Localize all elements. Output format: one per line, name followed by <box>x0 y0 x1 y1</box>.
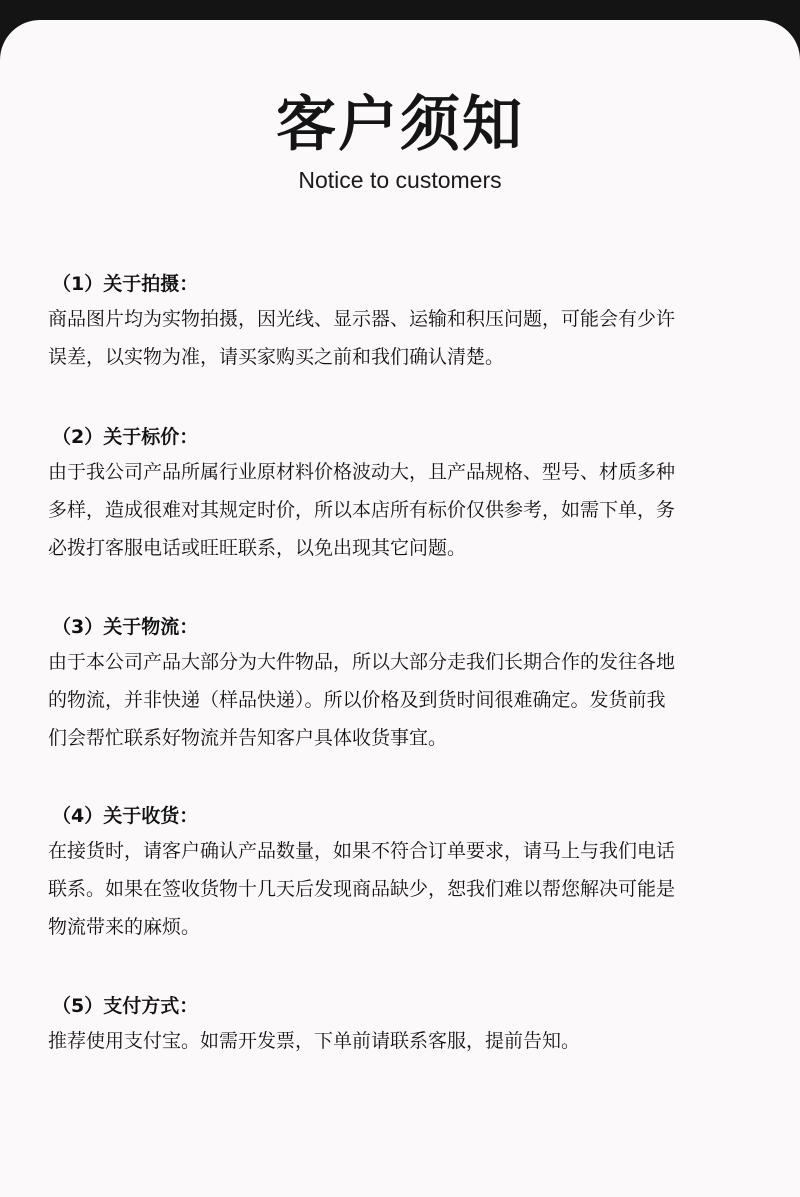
section-text-line: 由于我公司产品所属行业原材料价格波动大，且产品规格、型号、材质多种 <box>48 461 676 483</box>
section-text-line: 商品图片均为实物拍摄，因光线、显示器、运输和积压问题，可能会有少许 <box>48 308 676 330</box>
section-text-line: 误差，以实物为准，请买家购买之前和我们确认清楚。 <box>48 346 505 368</box>
section-text-line: 联系。如果在签收货物十几天后发现商品缺少，恕我们难以帮您解决可能是 <box>48 878 676 900</box>
notice-card <box>0 20 800 1197</box>
section-text-line: 多样，造成很难对其规定时价，所以本店所有标价仅供参考，如需下单，务 <box>48 499 676 521</box>
section-receiving <box>48 801 758 946</box>
section-photography <box>48 269 758 376</box>
section-heading: （3）关于物流： <box>52 616 199 638</box>
page-subtitle: Notice to customers <box>298 167 502 193</box>
section-heading: （1）关于拍摄： <box>52 273 199 295</box>
section-text-line: 物流带来的麻烦。 <box>48 916 201 938</box>
section-heading: （5）支付方式： <box>52 995 199 1017</box>
section-heading: （2）关于标价： <box>52 426 199 448</box>
section-text-line: 必拨打客服电话或旺旺联系，以免出现其它问题。 <box>48 537 467 559</box>
section-body <box>48 832 758 946</box>
section-heading: （4）关于收货： <box>52 805 199 827</box>
section-text-line: 由于本公司产品大部分为大件物品，所以大部分走我们长期合作的发往各地 <box>48 651 676 673</box>
section-body <box>48 643 758 757</box>
section-body <box>48 300 758 376</box>
section-text-line: 在接货时，请客户确认产品数量，如果不符合订单要求，请马上与我们电话 <box>48 840 676 862</box>
section-body <box>48 453 758 567</box>
section-text-line: 的物流，并非快递（样品快递）。所以价格及到货时间很难确定。发货前我 <box>48 689 666 711</box>
section-logistics <box>48 612 758 757</box>
page-title: 客户须知 <box>276 90 524 160</box>
section-pricing <box>48 422 758 567</box>
section-payment <box>48 991 758 1060</box>
section-text-line: 们会帮忙联系好物流并告知客户具体收货事宜。 <box>48 727 448 749</box>
section-body <box>48 1022 758 1060</box>
section-text-line: 推荐使用支付宝。如需开发票，下单前请联系客服，提前告知。 <box>48 1030 581 1052</box>
